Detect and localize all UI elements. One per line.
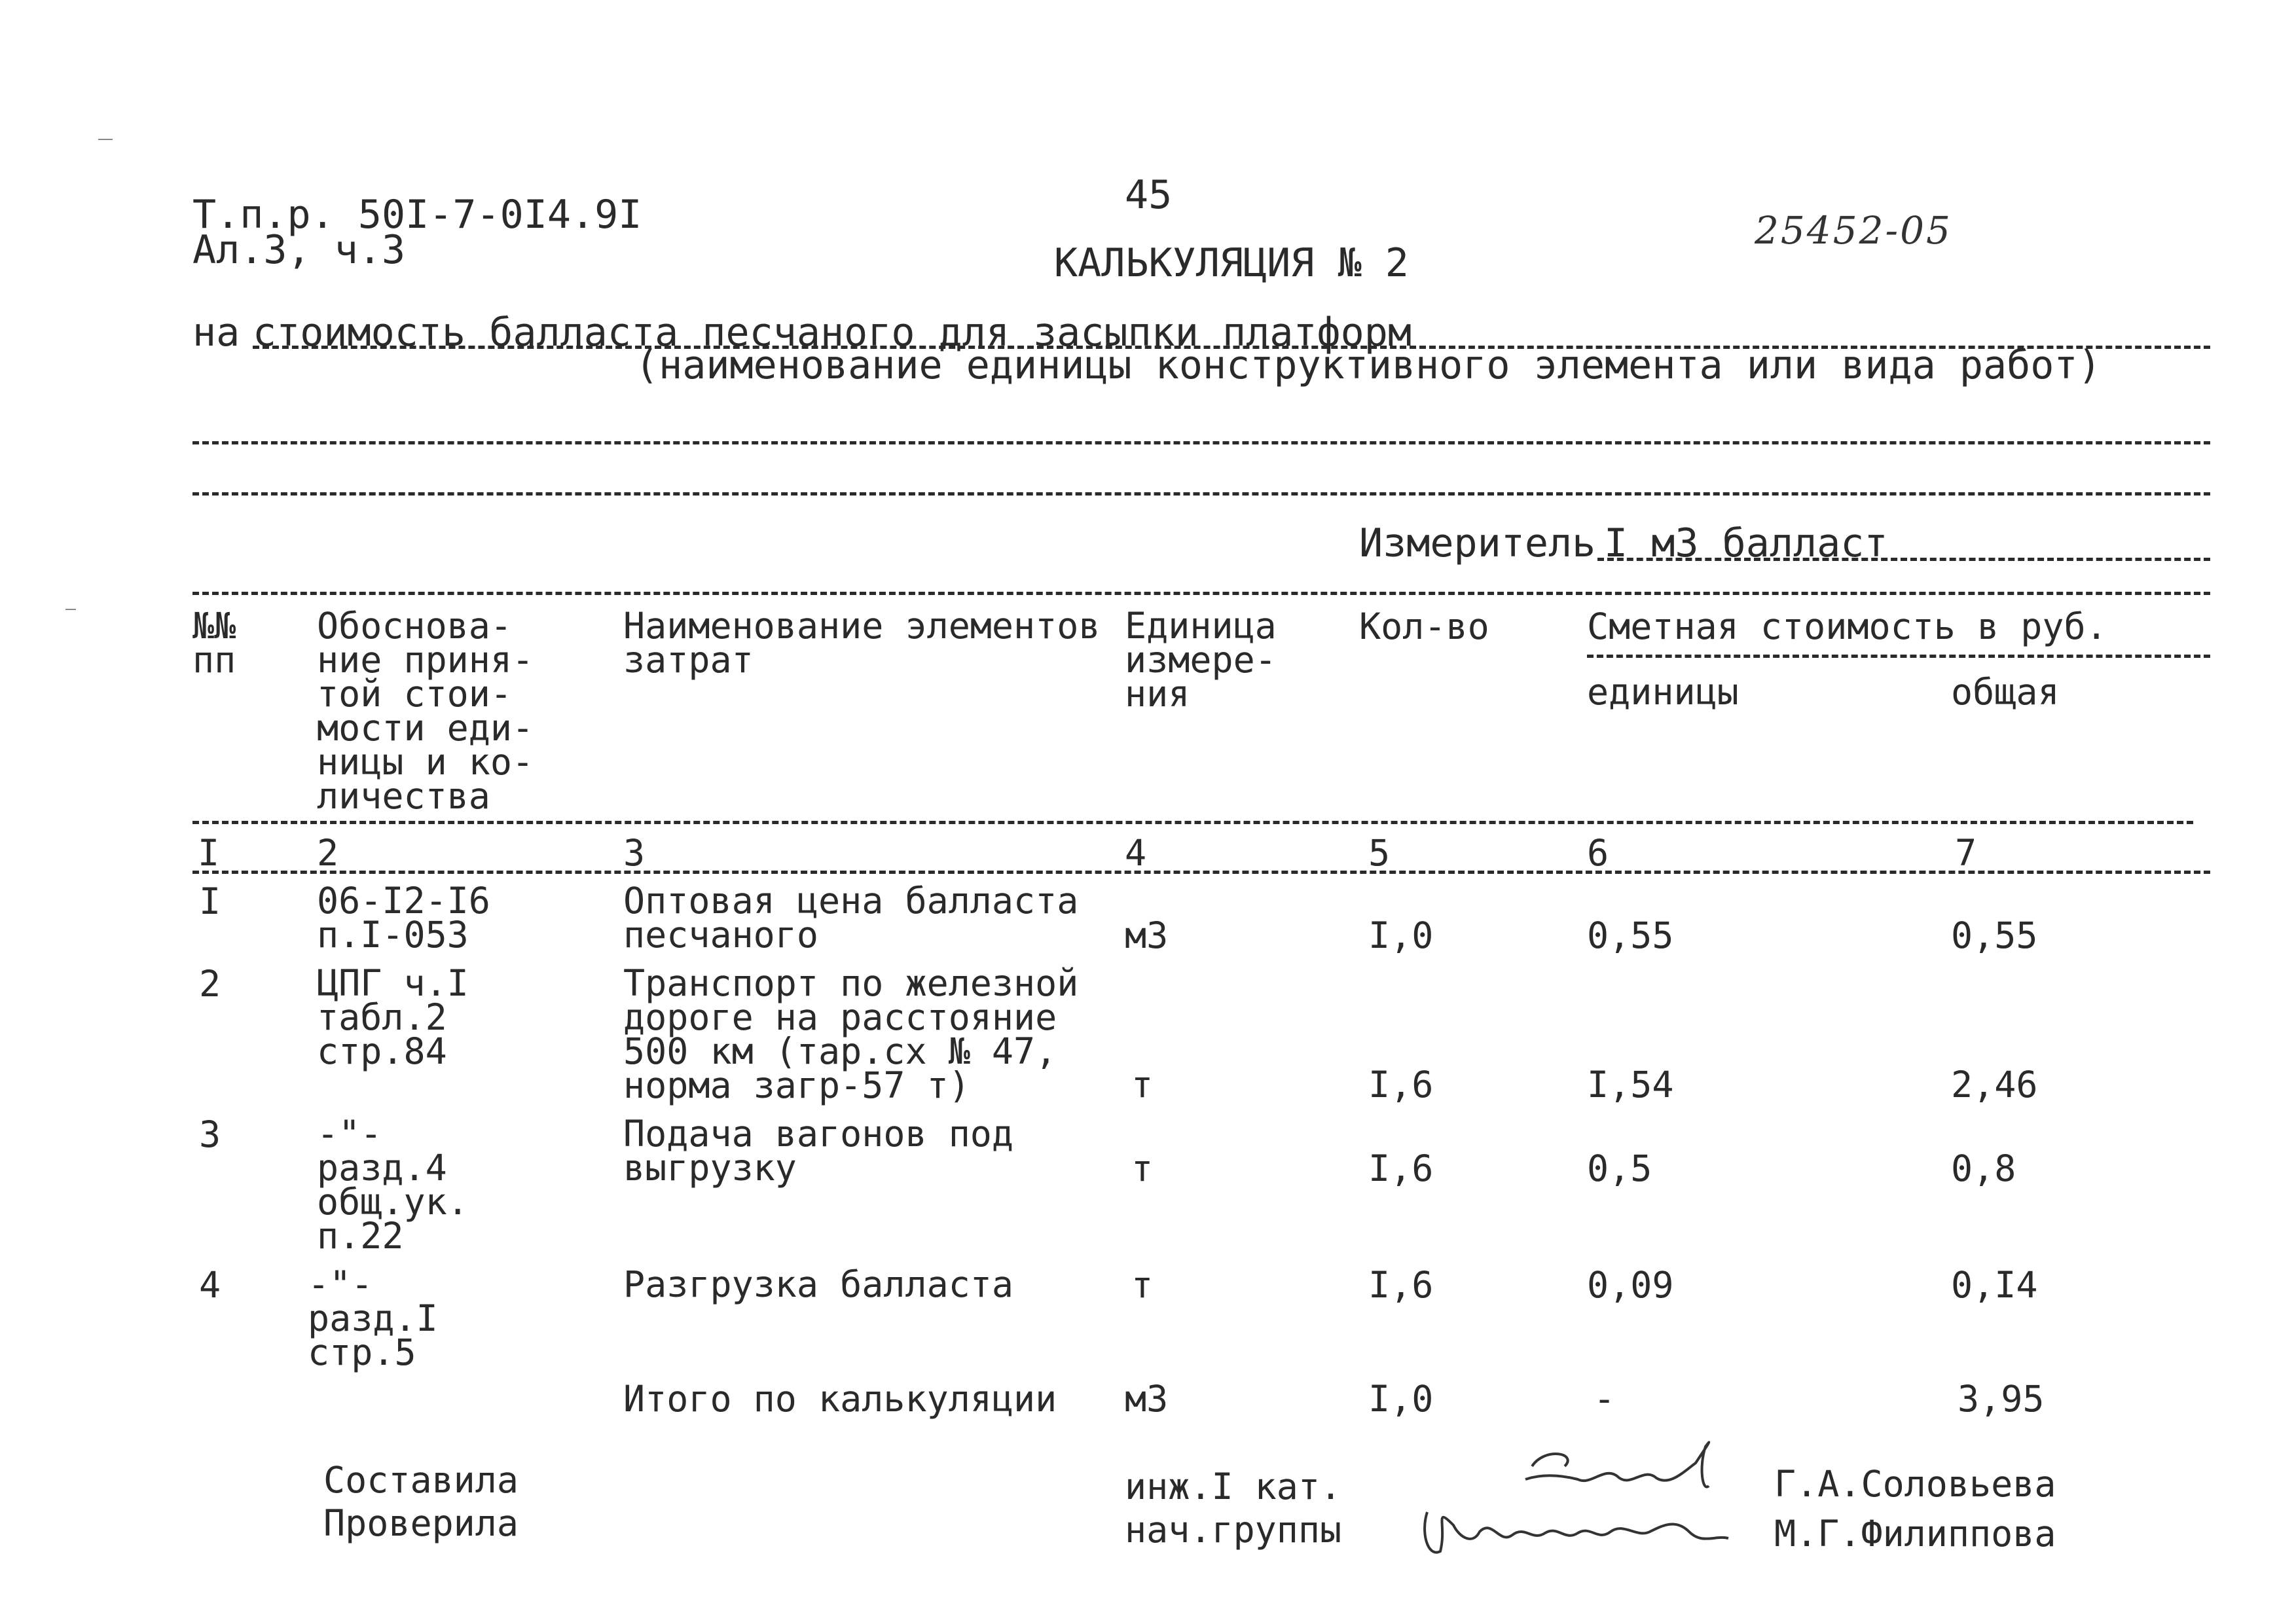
col-number: I: [198, 832, 220, 874]
row-unit: м3: [1125, 914, 1169, 956]
row-basis: -"- разд.I стр.5: [308, 1263, 438, 1373]
measure-underline: [1597, 558, 2210, 561]
row-unit: т: [1131, 1147, 1154, 1189]
blank-line: [192, 492, 2210, 496]
page-title: КАЛЬКУЛЯЦИЯ № 2: [1054, 240, 1409, 286]
col-number: 4: [1125, 832, 1147, 874]
header-num: №№ пп: [192, 605, 236, 681]
row-name: Транспорт по железной дороге на расстояние 500 км (тар.сх № 47, норма загр-57 т): [623, 962, 1079, 1106]
row-cost-unit: I,54: [1587, 1064, 1674, 1106]
header-cost-unit: единицы: [1587, 671, 1739, 713]
row-cost-total: 0,8: [1951, 1147, 2016, 1189]
row-num: 2: [199, 963, 221, 1005]
subject-text: стоимость балласта песчаного для засыпки платформ: [253, 310, 1412, 355]
row-name: Разгрузка балласта: [623, 1263, 1014, 1305]
scan-mark: [98, 139, 113, 140]
measure-value: I м3 балласт: [1604, 520, 1888, 566]
row-basis: -"- разд.4 общ.ук. п.22: [317, 1113, 469, 1257]
row-num: I: [199, 880, 221, 922]
header-bottom-rule: [192, 821, 2193, 824]
total-qty: I,0: [1368, 1378, 1434, 1420]
row-cost-total: 0,I4: [1951, 1264, 2038, 1306]
header-name: Наименование элементов затрат: [623, 605, 1101, 681]
album-reference: Ал.3, ч.3: [192, 227, 406, 273]
subject-prefix: на: [192, 310, 240, 355]
row-cost-unit: 0,55: [1587, 914, 1674, 956]
compiled-role: инж.I кат.: [1125, 1466, 1342, 1507]
scan-mark: [65, 609, 76, 610]
checked-role: нач.группы: [1125, 1509, 1342, 1551]
checked-name: М.Г.Филиппова: [1774, 1513, 2056, 1555]
signature-checker: [1414, 1486, 1741, 1578]
header-cost-total: общая: [1951, 671, 2060, 713]
col-number: 5: [1368, 832, 1391, 874]
blank-line: [192, 441, 2210, 444]
row-cost-unit: 0,5: [1587, 1147, 1652, 1189]
total-label: Итого по калькуляции: [623, 1378, 1057, 1420]
row-basis: 06-I2-I6 п.I-053: [317, 880, 490, 956]
stamp-number: 25452-05: [1755, 208, 1952, 253]
total-unit: м3: [1125, 1378, 1169, 1420]
subject-caption: (наименование единицы конструктивного элемента или вида работ): [635, 342, 2102, 388]
header-unit: Единица измере- ния: [1125, 605, 1277, 715]
row-name: Оптовая цена балласта песчаного: [623, 880, 1079, 956]
row-qty: I,6: [1368, 1147, 1434, 1189]
row-num: 3: [199, 1113, 221, 1155]
row-cost-unit: 0,09: [1587, 1264, 1674, 1306]
col-number: 3: [623, 832, 646, 874]
header-cost: Сметная стоимость в руб.: [1587, 605, 2107, 647]
row-qty: I,0: [1368, 914, 1434, 956]
total-cost-total: 3,95: [1958, 1378, 2045, 1420]
col-number: 7: [1955, 832, 1977, 874]
row-num: 4: [199, 1264, 221, 1306]
header-basis: Обоснова- ние приня- той стои- мости еди- ницы и ко- личества: [317, 605, 534, 817]
page-number: 45: [1125, 172, 1173, 218]
row-cost-total: 2,46: [1951, 1064, 2038, 1106]
table-top-rule: [192, 592, 2210, 595]
row-unit: т: [1131, 1064, 1154, 1106]
cost-sub-rule: [1587, 655, 2210, 658]
document-reference: Т.п.р. 50I-7-0I4.9I: [192, 192, 642, 238]
col-number: 6: [1587, 832, 1609, 874]
checked-label: Проверила: [323, 1502, 519, 1544]
compiled-label: Составила: [323, 1459, 519, 1501]
compiled-name: Г.А.Соловьева: [1774, 1463, 2056, 1505]
row-name: Подача вагонов под выгрузку: [623, 1113, 1014, 1189]
row-qty: I,6: [1368, 1064, 1434, 1106]
total-cost-unit: -: [1594, 1378, 1616, 1420]
row-cost-total: 0,55: [1951, 914, 2038, 956]
col-number-rule: [192, 871, 2210, 874]
col-number: 2: [317, 832, 339, 874]
header-qty: Кол-во: [1359, 605, 1489, 647]
measure-label: Измеритель: [1359, 520, 1596, 566]
row-basis: ЦПГ ч.I табл.2 стр.84: [317, 962, 469, 1072]
row-unit: т: [1131, 1264, 1154, 1306]
row-qty: I,6: [1368, 1264, 1434, 1306]
